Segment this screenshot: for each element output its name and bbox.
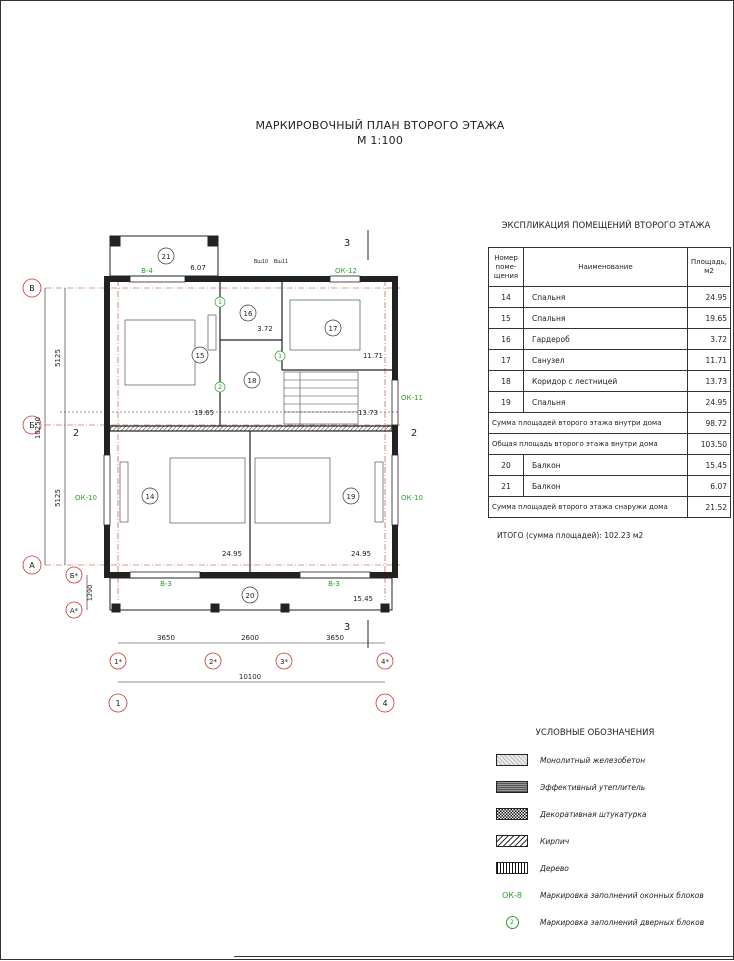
room-number: 21 xyxy=(489,476,524,497)
room-area: 24.95 xyxy=(687,392,730,413)
room-area: 13.73 xyxy=(687,371,730,392)
brick-swatch xyxy=(496,835,528,847)
section-2-right: 2 xyxy=(410,428,418,439)
sum-inside-row xyxy=(489,413,731,434)
room-15: 15 xyxy=(195,352,205,360)
legend-label: Маркировка заполнений оконных блоков xyxy=(540,890,704,900)
axis-label-v: В xyxy=(29,284,35,293)
area-21: 6.07 xyxy=(190,264,206,272)
room-area: 3.72 xyxy=(687,329,730,350)
room-number: 17 xyxy=(489,350,524,371)
explication-header-row xyxy=(489,248,731,287)
table-row xyxy=(489,287,731,308)
table-row xyxy=(489,308,731,329)
concrete-swatch xyxy=(496,754,528,766)
sum-label: Общая площадь второго этажа внутри дома xyxy=(489,434,688,455)
door-mark-swatch xyxy=(496,916,528,928)
window-ok11: ОК-11 xyxy=(401,394,423,402)
room-area: 24.95 xyxy=(687,287,730,308)
area-17: 11.71 xyxy=(362,352,384,360)
room-18: 18 xyxy=(247,377,257,385)
table-row xyxy=(489,455,731,476)
axis-label-3-star: 3* xyxy=(280,658,288,666)
explication-table xyxy=(488,247,731,518)
room-area: 19.65 xyxy=(687,308,730,329)
axis-label-b-star: Б* xyxy=(69,572,79,580)
legend-label: Декоративная штукатурка xyxy=(540,809,647,819)
sum-value: 98.72 xyxy=(687,413,730,434)
door-mark-2: 2 xyxy=(218,384,222,391)
room-number: 14 xyxy=(489,287,524,308)
sum-outside-row xyxy=(489,497,731,518)
legend-item-door-mark xyxy=(496,914,705,930)
room-name: Балкон xyxy=(524,455,688,476)
area-16: 3.72 xyxy=(257,325,273,333)
room-14: 14 xyxy=(145,493,155,501)
table-row xyxy=(489,350,731,371)
plaster-swatch xyxy=(496,808,528,820)
table-row xyxy=(489,329,731,350)
dim-10250: 10250 xyxy=(34,416,42,440)
sum-value: 21.52 xyxy=(687,497,730,518)
area-20: 15.45 xyxy=(352,595,374,603)
axis-label-1: 1 xyxy=(115,699,121,708)
axis-label-b: Б xyxy=(29,421,35,430)
header-number: Номер поме-щения xyxy=(489,248,524,287)
room-name: Гардероб xyxy=(524,329,688,350)
area-18: 13.73 xyxy=(357,409,379,417)
room-number: 19 xyxy=(489,392,524,413)
dim-2600: 2600 xyxy=(241,634,259,642)
dim-5125-bottom: 5125 xyxy=(54,489,62,507)
explication-title: ЭКСПЛИКАЦИЯ ПОМЕЩЕНИЙ ВТОРОГО ЭТАЖА xyxy=(501,221,711,231)
furniture xyxy=(120,300,383,523)
legend-label: Кирпич xyxy=(540,836,570,846)
label-vsh10: Вш10 xyxy=(253,259,269,265)
legend-label: Эффективный утеплитель xyxy=(540,782,646,792)
window-ok10-right: ОК-10 xyxy=(401,494,423,502)
staircase xyxy=(284,372,358,424)
room-20: 20 xyxy=(245,592,255,600)
itogo-total: ИТОГО (сумма площадей): 102.23 м2 xyxy=(497,531,644,540)
room-19: 19 xyxy=(346,493,356,501)
dim-10100: 10100 xyxy=(238,673,262,681)
sum-value: 103.50 xyxy=(687,434,730,455)
sum-label: Сумма площадей второго этажа внутри дома xyxy=(489,413,688,434)
sum-label: Сумма площадей второго этажа снаружи дома xyxy=(489,497,688,518)
room-name: Санузел xyxy=(524,350,688,371)
section-lines xyxy=(60,230,400,648)
legend-label: Монолитный железобетон xyxy=(540,755,646,765)
dim-5125-top: 5125 xyxy=(54,349,62,367)
room-name: Спальня xyxy=(524,308,688,329)
legend-item-window-mark xyxy=(496,887,704,903)
axis-label-4: 4 xyxy=(382,699,388,708)
room-number: 18 xyxy=(489,371,524,392)
dim-3650-left: 3650 xyxy=(157,634,175,642)
title-line-1: МАРКИРОВОЧНЫЙ ПЛАН ВТОРОГО ЭТАЖА xyxy=(255,119,505,132)
axis-label-1-star: 1* xyxy=(114,658,122,666)
window-b3-right: В-3 xyxy=(328,580,340,588)
insulation-swatch xyxy=(496,781,528,793)
window-ok10-left: ОК-10 xyxy=(75,494,97,502)
door-mark-circle: 2 xyxy=(506,916,519,929)
dim-1290: 1290 xyxy=(86,584,94,602)
table-row xyxy=(489,371,731,392)
room-number: 16 xyxy=(489,329,524,350)
table-row xyxy=(489,476,731,497)
window-b4: В-4 xyxy=(141,267,153,275)
section-3-bottom: 3 xyxy=(343,622,351,633)
legend-label: Маркировка заполнений дверных блоков xyxy=(540,917,705,927)
room-name: Балкон xyxy=(524,476,688,497)
area-14: 24.95 xyxy=(221,550,243,558)
room-area: 15.45 xyxy=(687,455,730,476)
door-mark-1b: 1 xyxy=(278,353,282,360)
area-19: 24.95 xyxy=(350,550,372,558)
legend-item-insulation xyxy=(496,779,646,795)
axis-label-a: А xyxy=(29,561,35,570)
room-number: 15 xyxy=(489,308,524,329)
axis-label-4-star: 4* xyxy=(381,658,389,666)
window-ok12: ОК-12 xyxy=(335,267,357,275)
legend-label: Дерево xyxy=(540,863,569,873)
section-3-top: 3 xyxy=(343,238,351,249)
dim-3650-right: 3650 xyxy=(326,634,344,642)
room-21: 21 xyxy=(161,253,171,261)
label-vsh11: Вш11 xyxy=(273,259,289,265)
window-mark-swatch: ОК-8 xyxy=(502,890,522,900)
legend-title: УСЛОВНЫЕ ОБОЗНАЧЕНИЯ xyxy=(535,728,655,738)
room-number: 20 xyxy=(489,455,524,476)
header-name: Наименование xyxy=(524,248,688,287)
window-b3-left: В-3 xyxy=(160,580,172,588)
wood-swatch xyxy=(496,862,528,874)
section-2-left: 2 xyxy=(72,428,80,439)
room-17: 17 xyxy=(328,325,338,333)
room-area: 6.07 xyxy=(687,476,730,497)
table-row xyxy=(489,392,731,413)
room-area: 11.71 xyxy=(687,350,730,371)
header-area: Площадь, м2 xyxy=(687,248,730,287)
area-15: 19.65 xyxy=(193,409,215,417)
total-inside-row xyxy=(489,434,731,455)
title-block-edge xyxy=(234,956,734,961)
legend-item-plaster xyxy=(496,806,647,822)
axis-label-2-star: 2* xyxy=(209,658,217,666)
room-name: Коридор с лестницей xyxy=(524,371,688,392)
room-16: 16 xyxy=(243,310,253,318)
legend-item-concrete xyxy=(496,752,646,768)
axis-label-a-star: А* xyxy=(69,607,79,615)
legend-item-brick xyxy=(496,833,570,849)
room-name: Спальня xyxy=(524,392,688,413)
door-mark-1a: 1 xyxy=(218,299,222,306)
title-scale: М 1:100 xyxy=(356,134,404,147)
legend-item-wood xyxy=(496,860,569,876)
room-name: Спальня xyxy=(524,287,688,308)
